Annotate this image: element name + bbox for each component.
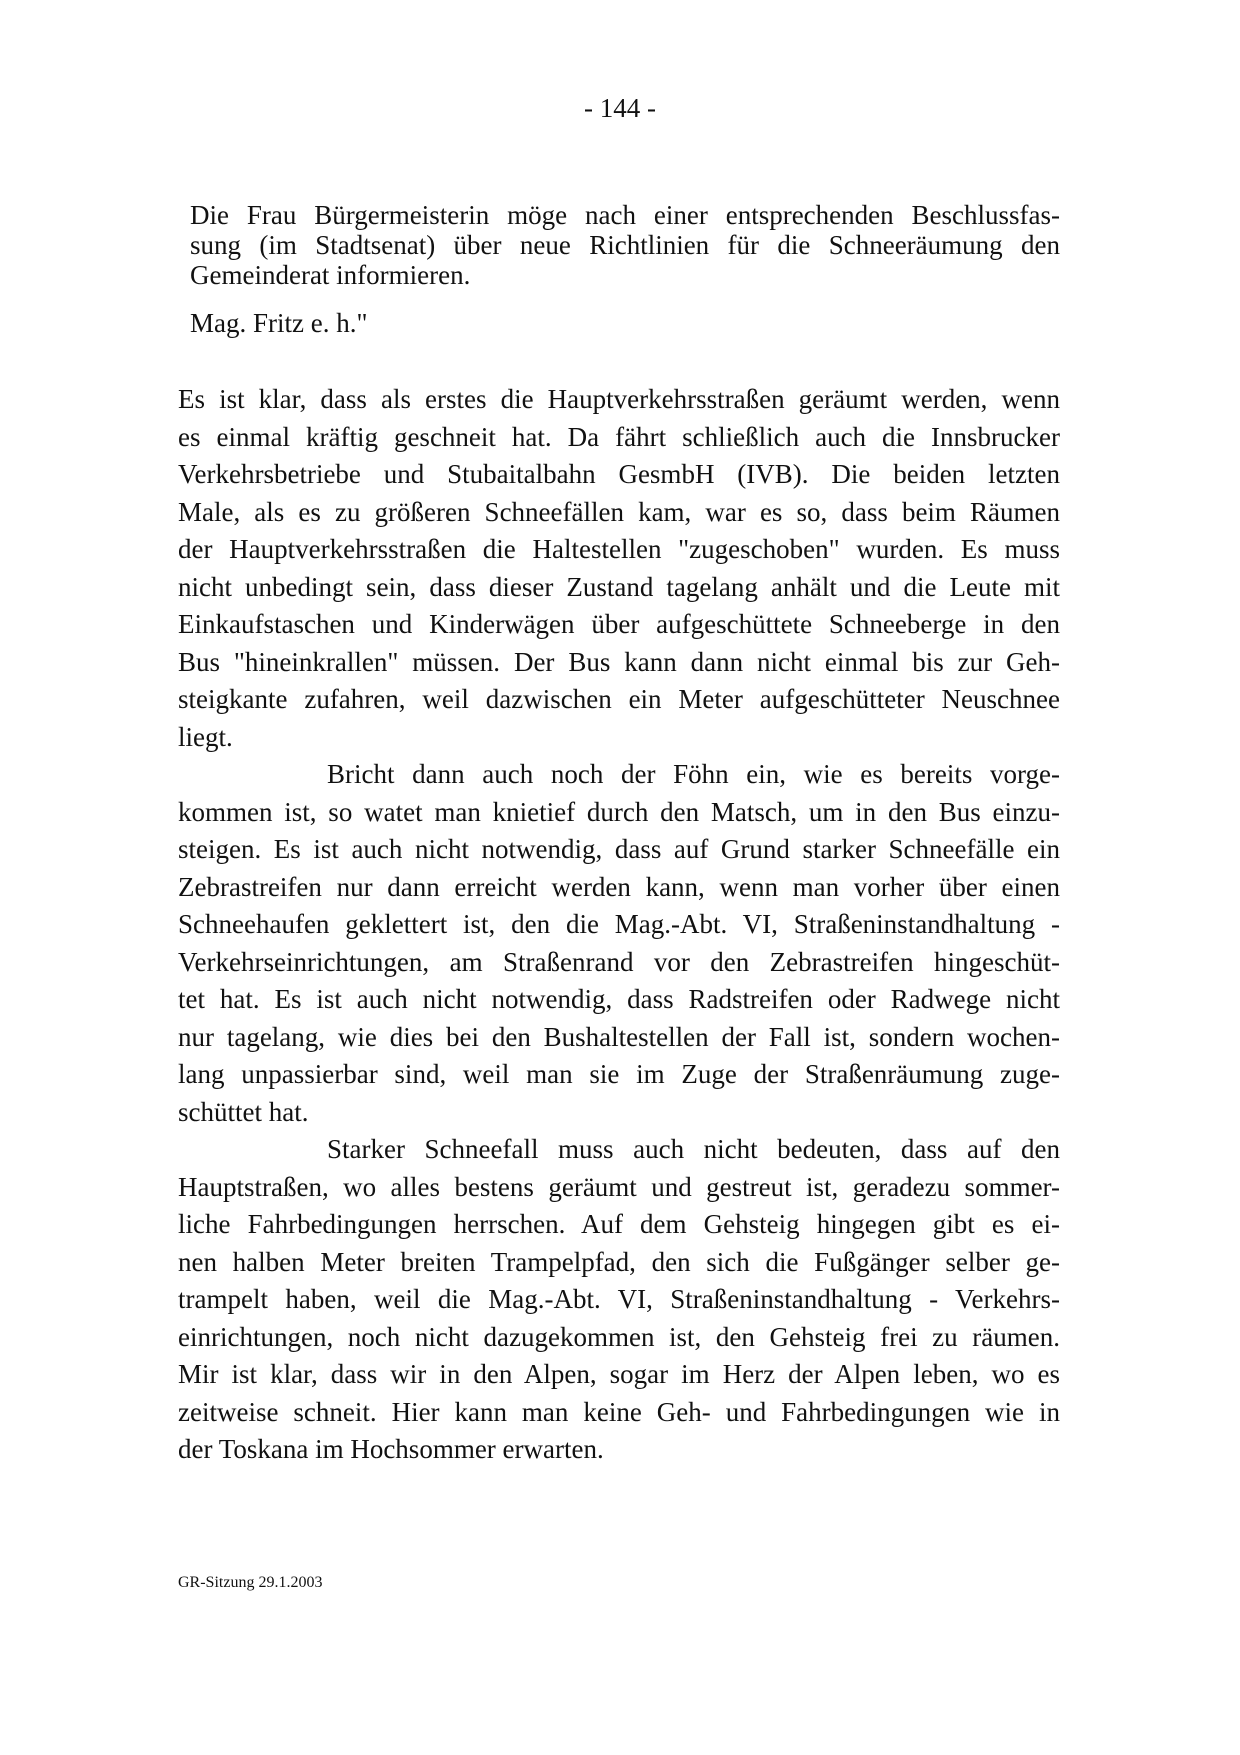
text-line: Es ist klar, dass als erstes die Hauptverkehrsstraßen geräumt werden, wenn bbox=[178, 384, 1060, 414]
text-line: liche Fahrbedingungen herrschen. Auf dem Gehsteig hingegen gibt es ei- bbox=[178, 1209, 1060, 1239]
text-line: Einkaufstaschen und Kinderwägen über aufgeschüttete Schneeberge in den bbox=[178, 609, 1060, 639]
text-line: nicht unbedingt sein, dass dieser Zustand tagelang anhält und die Leute mit bbox=[178, 571, 1060, 602]
text-line: nen halben Meter breiten Trampelpfad, den sich die Fußgänger selber ge- bbox=[178, 1246, 1060, 1277]
text-line: kommen ist, so watet man knietief durch den Matsch, um in den Bus einzu- bbox=[178, 796, 1060, 827]
text-line: der Toskana im Hochsommer erwarten. bbox=[178, 1434, 604, 1464]
text-line: nur tagelang, wie dies bei den Bushaltestellen der Fall ist, sondern wochen- bbox=[178, 1021, 1060, 1052]
text-line: steigkante zufahren, weil dazwischen ein Meter aufgeschütteter Neuschnee bbox=[178, 684, 1060, 714]
text-line: Bus "hineinkrallen" müssen. Der Bus kann dann nicht einmal bis zur Geh- bbox=[178, 646, 1060, 677]
text-line: es einmal kräftig geschneit hat. Da fährt schließlich auch die Innsbrucker bbox=[178, 421, 1060, 452]
text-line: lang unpassierbar sind, weil man sie im Zuge der Straßenräumung zuge- bbox=[178, 1059, 1060, 1089]
text-line: Hauptstraßen, wo alles bestens geräumt und gestreut ist, geradezu sommer- bbox=[178, 1171, 1060, 1202]
paragraph-1 bbox=[178, 381, 1060, 756]
text-line: zeitweise schneit. Hier kann man keine Geh- und Fahrbedingungen wie in bbox=[178, 1396, 1060, 1427]
quote-line: sung (im Stadtsenat) über neue Richtlinien für die Schneeräumung den bbox=[190, 230, 1060, 260]
text-line: Verkehrseinrichtungen, am Straßenrand vor den Zebrastreifen hingeschüt- bbox=[178, 946, 1060, 977]
quote-line: Gemeinderat informieren. bbox=[190, 260, 471, 290]
quoted-motion bbox=[190, 200, 1060, 339]
text-line: tet hat. Es ist auch nicht notwendig, dass Radstreifen oder Radwege nicht bbox=[178, 984, 1060, 1014]
quote-signature: Mag. Fritz e. h." bbox=[190, 308, 368, 338]
footer-session-date: GR-Sitzung 29.1.2003 bbox=[178, 1574, 323, 1591]
text-line: Verkehrsbetriebe und Stubaitalbahn GesmbH (IVB). Die beiden letzten bbox=[178, 459, 1060, 489]
text-line: steigen. Es ist auch nicht notwendig, dass auf Grund starker Schneefälle ein bbox=[178, 834, 1060, 864]
text-line: Male, als es zu größeren Schneefällen kam, war es so, dass beim Räumen bbox=[178, 496, 1060, 527]
speech-body bbox=[178, 381, 1060, 1469]
paragraph-2 bbox=[178, 756, 1060, 1131]
text-line: Zebrastreifen nur dann erreicht werden kann, wenn man vorher über einen bbox=[178, 871, 1060, 902]
text-line: Schneehaufen geklettert ist, den die Mag.-Abt. VI, Straßeninstandhaltung - bbox=[178, 909, 1060, 939]
quote-line: Die Frau Bürgermeisterin möge nach einer entsprechenden Beschlussfas- bbox=[190, 200, 1060, 230]
text-line: Bricht dann auch noch der Föhn ein, wie es bereits vorge- bbox=[327, 759, 1060, 789]
page-number: - 144 - bbox=[584, 93, 656, 123]
text-line: einrichtungen, noch nicht dazugekommen ist, den Gehsteig frei zu räumen. bbox=[178, 1321, 1060, 1352]
paragraph-3 bbox=[178, 1131, 1060, 1469]
text-line: liegt. bbox=[178, 721, 233, 752]
text-line: der Hauptverkehrsstraßen die Haltestellen "zugeschoben" wurden. Es muss bbox=[178, 534, 1060, 564]
text-line: trampelt haben, weil die Mag.-Abt. VI, Straßeninstandhaltung - Verkehrs- bbox=[178, 1284, 1060, 1314]
text-line: schüttet hat. bbox=[178, 1096, 309, 1127]
text-line: Starker Schneefall muss auch nicht bedeuten, dass auf den bbox=[327, 1134, 1060, 1164]
text-line: Mir ist klar, dass wir in den Alpen, sogar im Herz der Alpen leben, wo es bbox=[178, 1359, 1060, 1389]
